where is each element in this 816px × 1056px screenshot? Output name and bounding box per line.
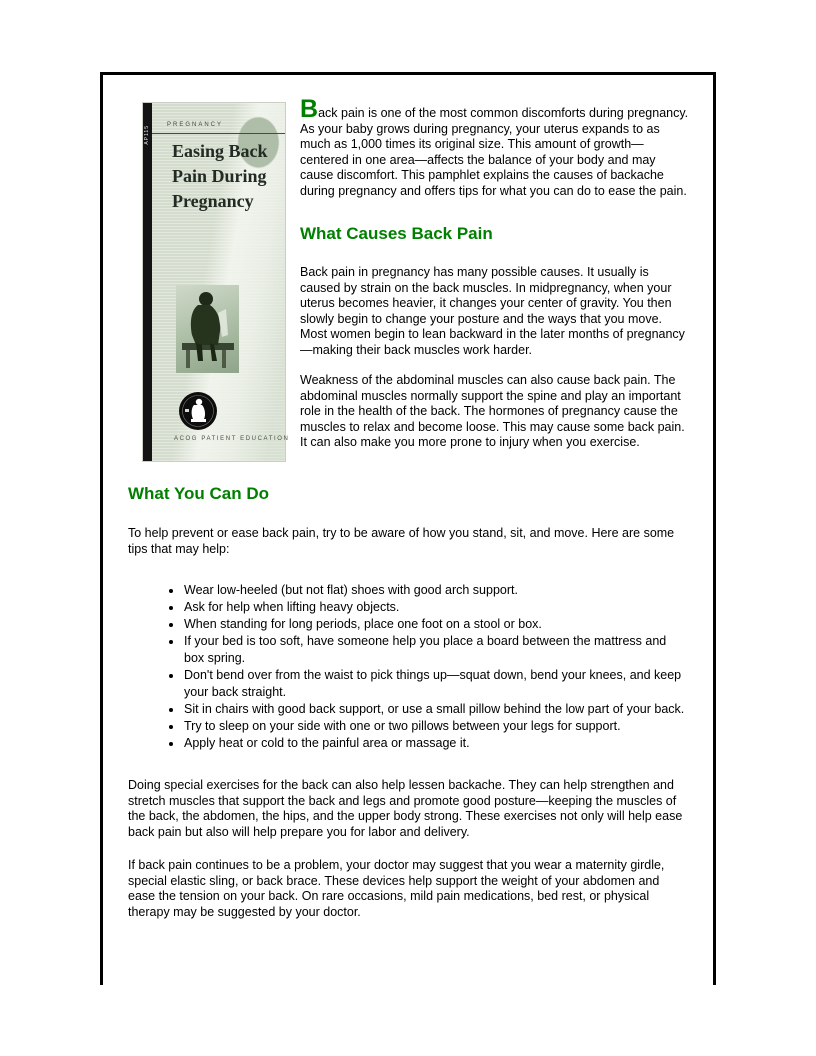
content-frame — [100, 72, 716, 985]
pamphlet-title-line: Pain During — [172, 166, 267, 186]
acog-logo — [178, 391, 218, 431]
intro-text: ack pain is one of the most common discomforts during pregnancy. As your baby grows during pregnancy, your uterus expands to as much as 1,000 times its original size. This amount of growth—centered in one area—affects the balance of your body and may cause discomfort. This pamphlet explains the causes of backache during pregnancy and offers tips for what you can do to ease the pain. — [300, 106, 689, 198]
intro-paragraph — [300, 95, 692, 199]
pamphlet-cover — [143, 103, 290, 461]
tip-item: • Don't bend over from the waist to pick things up—squat down, bend your knees, and keep your back straight. — [183, 667, 688, 701]
pamphlet-rule — [152, 133, 285, 134]
tip-item: • Try to sleep on your side with one or two pillows between your legs for support. — [183, 718, 688, 735]
causes-paragraph-2: Weakness of the abdominal muscles can also cause back pain. The abdominal muscles normally support the spine and play an important role in the health of the back. The hormones of pregnancy cause the muscles to relax and become loose. This may cause some back pain. It can also make you more prone to injury when you exercise. — [300, 373, 685, 449]
tip-item: • When standing for long periods, place one foot on a stool or box. — [183, 616, 688, 633]
actions-intro-paragraph: To help prevent or ease back pain, try to be aware of how you stand, sit, and move. Here are some tips that may help: — [128, 526, 675, 556]
intro-column — [300, 95, 692, 461]
tip-item: • If your bed is too soft, have someone help you place a board between the mattress and box spring. — [183, 633, 688, 667]
causes-paragraph-1: Back pain in pregnancy has many possible causes. It usually is caused by strain on the back muscles. In midpregnancy, when your uterus becomes heavier, it changes your center of gravity. You then slowly begin to change your posture and the ways that you move. Most women begin to lean backward in the later months of pregnancy—making their back muscles work harder. — [300, 265, 685, 357]
pamphlet-imprint: ACOG PATIENT EDUCATION — [174, 436, 290, 442]
tip-item: • Sit in chairs with good back support, or use a small pillow behind the low part of your back. — [183, 701, 688, 718]
acog-seal-icon — [178, 391, 218, 431]
seated-woman-silhouette-image — [176, 285, 239, 373]
pamphlet-series-label: PREGNANCY — [167, 122, 224, 128]
heading-what-causes-back-pain: What Causes Back Pain — [300, 224, 493, 243]
pamphlet-spine — [143, 103, 152, 461]
lower-content — [128, 485, 688, 920]
heading-what-you-can-do: What You Can Do — [128, 484, 270, 503]
doctor-paragraph: If back pain continues to be a problem, your doctor may suggest that you wear a maternity girdle, special elastic sling, or back brace. These devices help support the weight of your abdomen and ease the tension on your back. On rare occasions, mild pain medications, bed rest, or physical therapy may be suggested by your doctor. — [128, 858, 665, 919]
seated-pregnant-woman-photo — [176, 285, 239, 373]
tip-item: • Apply heat or cold to the painful area or massage it. — [183, 735, 688, 752]
tip-item: • Ask for help when lifting heavy objects. — [183, 599, 688, 616]
pamphlet-spine-code: AP115 — [144, 125, 150, 145]
tip-item: • Wear low-heeled (but not flat) shoes with good arch support. — [183, 582, 688, 599]
top-row — [143, 95, 713, 461]
pamphlet-title-line: Easing Back — [172, 141, 268, 161]
drop-cap-letter: B — [300, 95, 319, 123]
exercises-paragraph: Doing special exercises for the back can also help lessen backache. They can help strengthen and stretch muscles that support the back and legs and promote good posture—keeping the muscles of the back, the abdomen, the hips, and the upper body strong. These exercises not only will help ease back pain but also will help prepare you for labor and delivery. — [128, 778, 683, 839]
pamphlet-title — [172, 139, 268, 214]
pamphlet-cover-art — [152, 103, 290, 461]
tips-list — [128, 582, 688, 752]
pamphlet-title-line: Pregnancy — [172, 191, 254, 211]
